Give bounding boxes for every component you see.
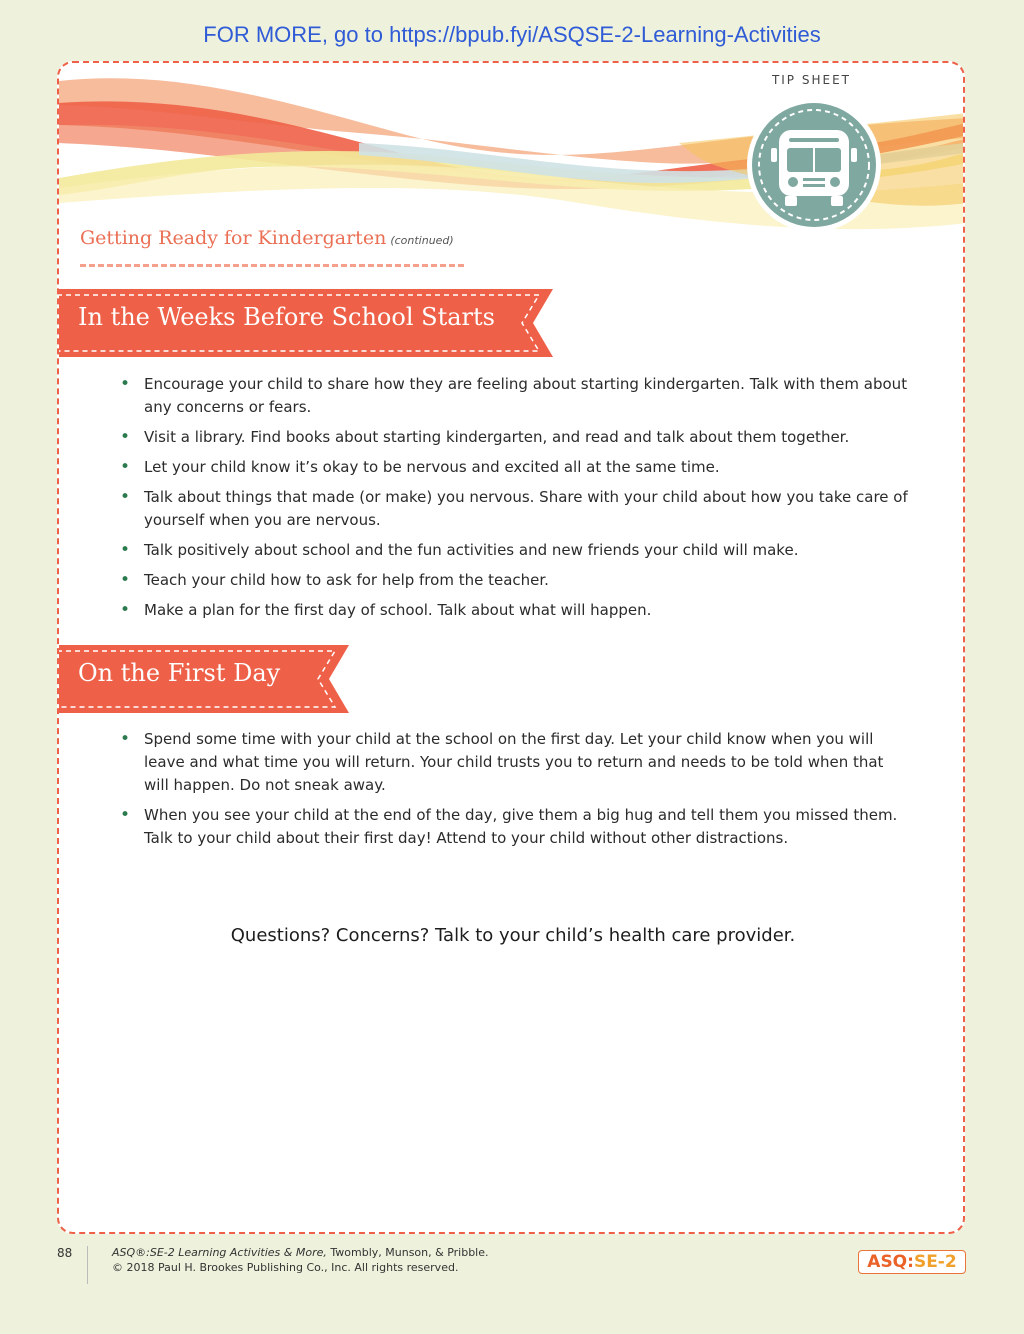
subtitle-note: (continued): [390, 234, 454, 247]
tip-sheet-label: TIP SHEET: [771, 73, 851, 87]
copyright-line: © 2018 Paul H. Brookes Publishing Co., Inc. All rights reserved.: [112, 1261, 459, 1274]
list-item: • Talk about things that made (or make) you nervous. Share with your child about how you take care of yourself when you are nervous.: [120, 486, 910, 532]
section-banner: [57, 645, 349, 713]
footer-divider: [87, 1246, 88, 1284]
list-item: • Let your child know it’s okay to be nervous and excited all at the same time.: [120, 456, 910, 479]
document-subtitle: [80, 227, 454, 249]
page-number: 88: [57, 1246, 73, 1260]
closing-note: Questions? Concerns? Talk to your child’s health care provider.: [230, 925, 796, 946]
subtitle-divider: [80, 264, 464, 267]
bullet-list: [120, 373, 910, 629]
logo-asq: ASQ: [867, 1252, 908, 1272]
section-heading: On the First Day: [78, 659, 281, 687]
section-banner: [57, 289, 553, 357]
logo-se2: SE-2: [913, 1252, 957, 1272]
list-item: • Talk positively about school and the fun activities and new friends your child will make.: [120, 539, 910, 562]
book-authors: Twombly, Munson, & Pribble.: [326, 1246, 489, 1259]
list-item: • Teach your child how to ask for help from the teacher.: [120, 569, 910, 592]
subtitle-text: Getting Ready for Kindergarten: [80, 227, 387, 249]
asq-se2-logo: [858, 1250, 966, 1274]
list-item: • Spend some time with your child at the school on the first day. Let your child know when you will leave and what time you will return. Your child trusts you to return and needs to be told when that will happen. Do not sneak away.: [120, 728, 910, 797]
school-bus-icon: [745, 96, 883, 234]
footer-credit: [112, 1245, 489, 1275]
book-title: ASQ®:SE-2 Learning Activities & More,: [112, 1246, 327, 1259]
more-info-link[interactable]: FOR MORE, go to https://bpub.fyi/ASQSE-2-Learning-Activities: [203, 22, 821, 47]
logo-separator: :: [907, 1252, 914, 1272]
list-item: • Make a plan for the first day of school. Talk about what will happen.: [120, 599, 910, 622]
section-heading: In the Weeks Before School Starts: [78, 303, 495, 331]
list-item: • When you see your child at the end of the day, give them a big hug and tell them you missed them. Talk to your child about their first day! Attend to your child without other distractions.: [120, 804, 910, 850]
credit-line: [112, 1245, 489, 1260]
list-item: • Encourage your child to share how they are feeling about starting kindergarten. Talk with them about any concerns or fears.: [120, 373, 910, 419]
tip-sheet-page: [57, 61, 965, 1234]
bullet-list: [120, 728, 910, 857]
list-item: • Visit a library. Find books about starting kindergarten, and read and talk about them together.: [120, 426, 910, 449]
